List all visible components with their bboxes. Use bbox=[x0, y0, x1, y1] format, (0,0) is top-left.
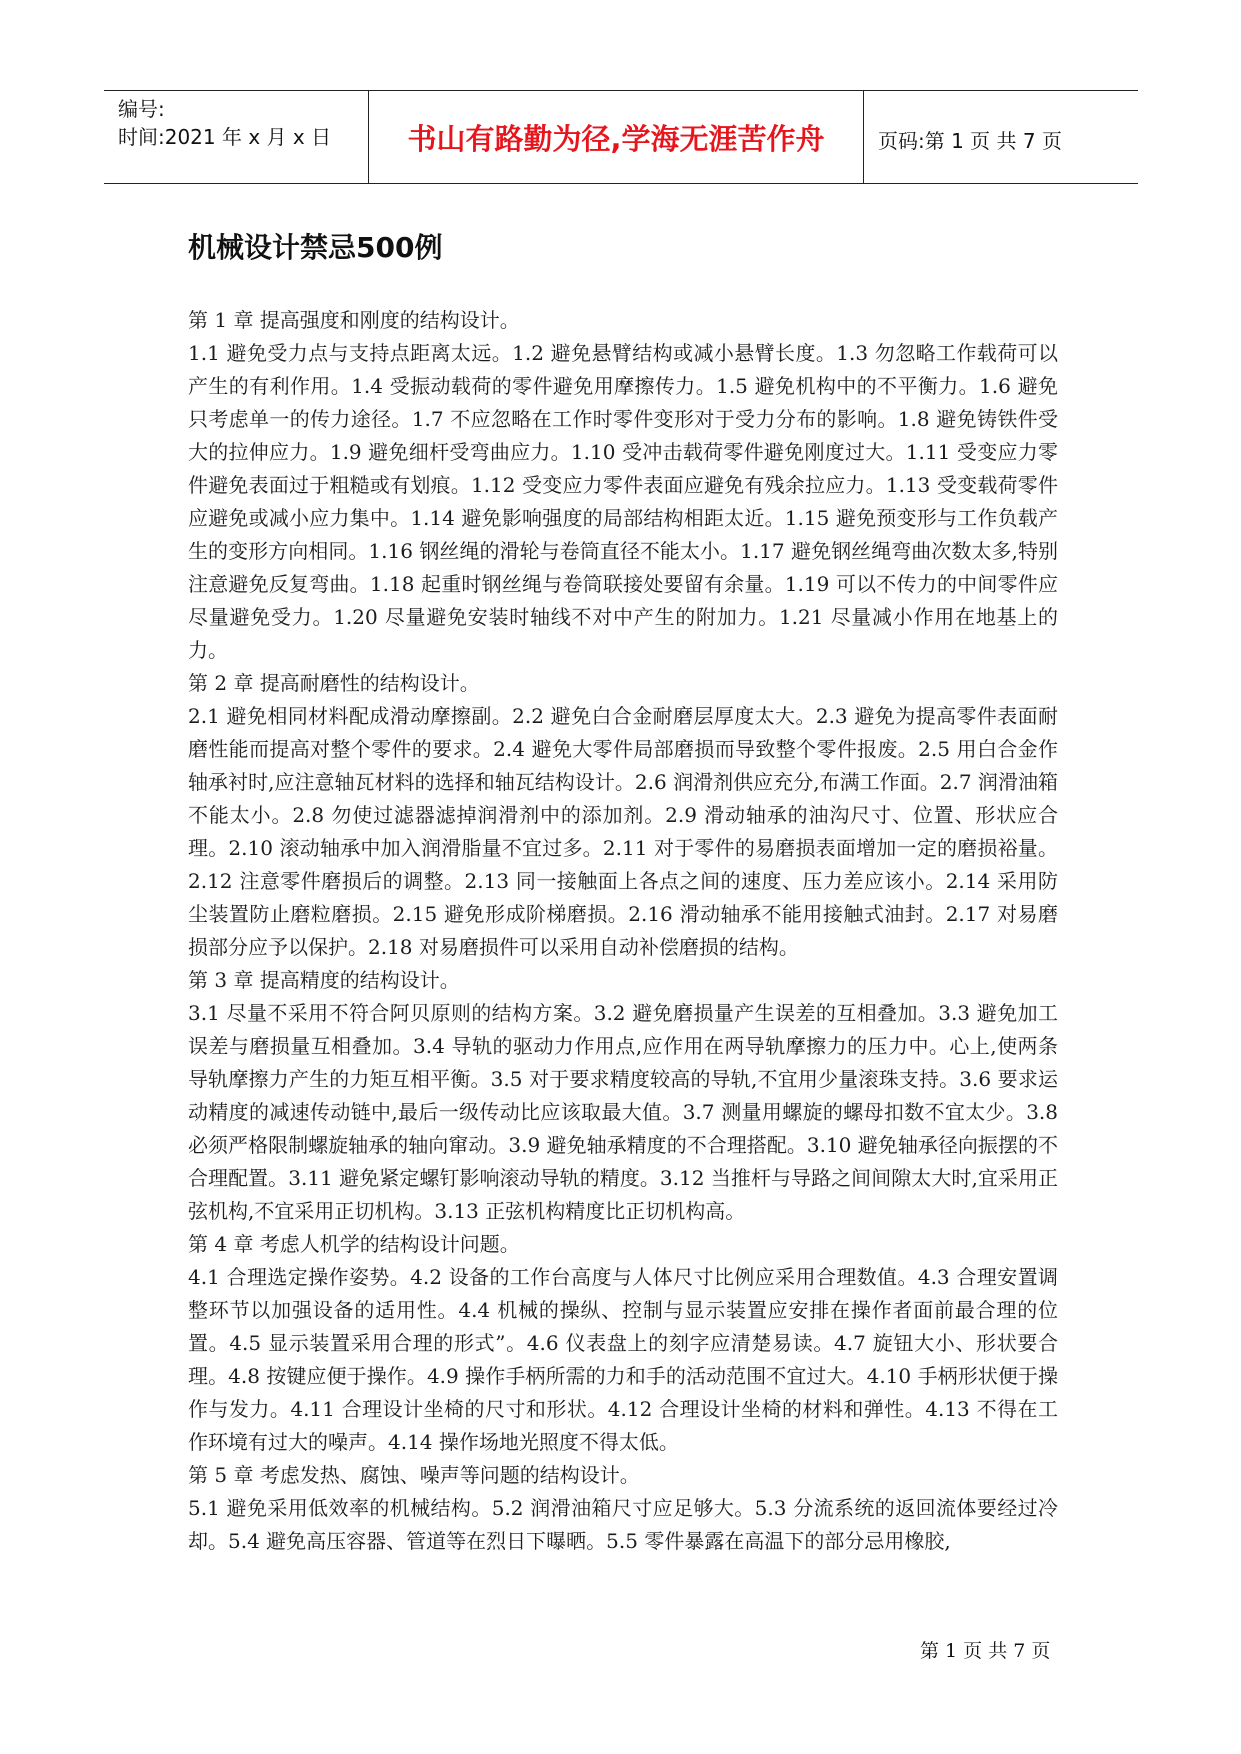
chapter-heading: 第 1 章 提高强度和刚度的结构设计。 bbox=[188, 308, 520, 332]
chapter-heading: 第 3 章 提高精度的结构设计。 bbox=[188, 968, 460, 992]
header-info-cell bbox=[104, 91, 366, 183]
chapter-paragraph: 1.1 避免受力点与支持点距离太远。1.2 避免悬臂结构或减小悬臂长度。1.3 勿忽略工作载荷可以产生的有利作用。1.4 受振动载荷的零件避免用摩擦传力。1.5 避免机构中的不平衡力。1.6 避免只考虑单一的传力途径。1.7 不应忽略在工作时零件变形对于受力分布的影响。1.8 避免铸铁件受大的拉伸应力。1.9 避免细杆受弯曲应力。1.10 受冲击载荷零件避免刚度过大。1.11 受变应力零件避免表面过于粗糙或有划痕。1.12 受变应力零件表面应避免有残余拉应力。1.13 受变载荷零件应避免或减小应力集中。1.14 避免影响强度的局部结构相距太近。1.15 避免预变形与工作负载产生的变形方向相同。1.16 钢丝绳的滑轮与卷筒直径不能太小。1.17 避免钢丝绳弯曲次数太多,特别注意避免反复弯曲。1.18 起重时钢丝绳与卷筒联接处要留有余量。1.19 可以不传力的中间零件应尽量避免受力。1.20 尽量避免安装时轴线不对中产生的附加力。1.21 尽量减小作用在地基上的力。 bbox=[188, 341, 1058, 662]
header-table bbox=[104, 90, 1138, 184]
chapter-heading: 第 5 章 考虑发热、腐蚀、噪声等问题的结构设计。 bbox=[188, 1463, 640, 1487]
document-body bbox=[188, 304, 1058, 1558]
page-number-label: 页码:第 1 页 共 7 页 bbox=[878, 129, 1062, 153]
motto-text: 书山有路勤为径,学海无涯苦作舟 bbox=[407, 122, 825, 156]
chapter-paragraph: 5.1 避免采用低效率的机械结构。5.2 润滑油箱尺寸应足够大。5.3 分流系统的返回流体要经过冷却。5.4 避免高压容器、管道等在烈日下曝晒。5.5 零件暴露在高温下的部分忌用橡胶, bbox=[188, 1496, 1058, 1553]
chapter-heading: 第 4 章 考虑人机学的结构设计问题。 bbox=[188, 1232, 520, 1256]
page-footer: 第 1 页 共 7 页 bbox=[920, 1640, 1051, 1662]
chapter-paragraph: 3.1 尽量不采用不符合阿贝原则的结构方案。3.2 避免磨损量产生误差的互相叠加。3.3 避免加工误差与磨损量互相叠加。3.4 导轨的驱动力作用点,应作用在两导轨摩擦力的压力中。心上,使两条导轨摩擦力产生的力矩互相平衡。3.5 对于要求精度较高的导轨,不宜用少量滚珠支持。3.6 要求运动精度的减速传动链中,最后一级传动比应该取最大值。3.7 测量用螺旋的螺母扣数不宜太少。3.8 必须严格限制螺旋轴承的轴向窜动。3.9 避免轴承精度的不合理搭配。3.10 避免轴承径向振摆的不合理配置。3.11 避免紧定螺钉影响滚动导轨的精度。3.12 当推杆与导路之间间隙太大时,宜采用正弦机构,不宜采用正切机构。3.13 正弦机构精度比正切机构高。 bbox=[188, 1001, 1058, 1223]
header-page-cell bbox=[864, 91, 1138, 183]
chapter-paragraph: 2.1 避免相同材料配成滑动摩擦副。2.2 避免白合金耐磨层厚度太大。2.3 避免为提高零件表面耐磨性能而提高对整个零件的要求。2.4 避免大零件局部磨损而导致整个零件报废。2.5 用白合金作轴承衬时,应注意轴瓦材料的选择和轴瓦结构设计。2.6 润滑剂供应充分,布满工作面。2.7 润滑油箱不能太小。2.8 勿使过滤器滤掉润滑剂中的添加剂。2.9 滑动轴承的油沟尺寸、位置、形状应合理。2.10 滚动轴承中加入润滑脂量不宜过多。2.11 对于零件的易磨损表面增加一定的磨损裕量。2.12 注意零件磨损后的调整。2.13 同一接触面上各点之间的速度、压力差应该小。2.14 采用防尘装置防止磨粒磨损。2.15 避免形成阶梯磨损。2.16 滑动轴承不能用接触式油封。2.17 对易磨损部分应予以保护。2.18 对易磨损件可以采用自动补偿磨损的结构。 bbox=[188, 704, 1058, 959]
chapter-heading: 第 2 章 提高耐磨性的结构设计。 bbox=[188, 671, 480, 695]
chapter-paragraph: 4.1 合理选定操作姿势。4.2 设备的工作台高度与人体尺寸比例应采用合理数值。4.3 合理安置调整环节以加强设备的适用性。4.4 机械的操纵、控制与显示装置应安排在操作者面前最合理的位置。4.5 显示装置采用合理的形式”。4.6 仪表盘上的刻字应清楚易读。4.7 旋钮大小、形状要合理。4.8 按键应便于操作。4.9 操作手柄所需的力和手的活动范围不宜过大。4.10 手柄形状便于操作与发力。4.11 合理设计坐椅的尺寸和形状。4.12 合理设计坐椅的材料和弹性。4.13 不得在工作环境有过大的噪声。4.14 操作场地光照度不得太低。 bbox=[188, 1265, 1058, 1454]
document-number-label: 编号: bbox=[118, 97, 165, 121]
header-motto-cell bbox=[368, 91, 864, 183]
document-time-label: 时间:2021 年 x 月 x 日 bbox=[118, 125, 332, 149]
document-title: 机械设计禁忌500例 bbox=[188, 231, 443, 264]
